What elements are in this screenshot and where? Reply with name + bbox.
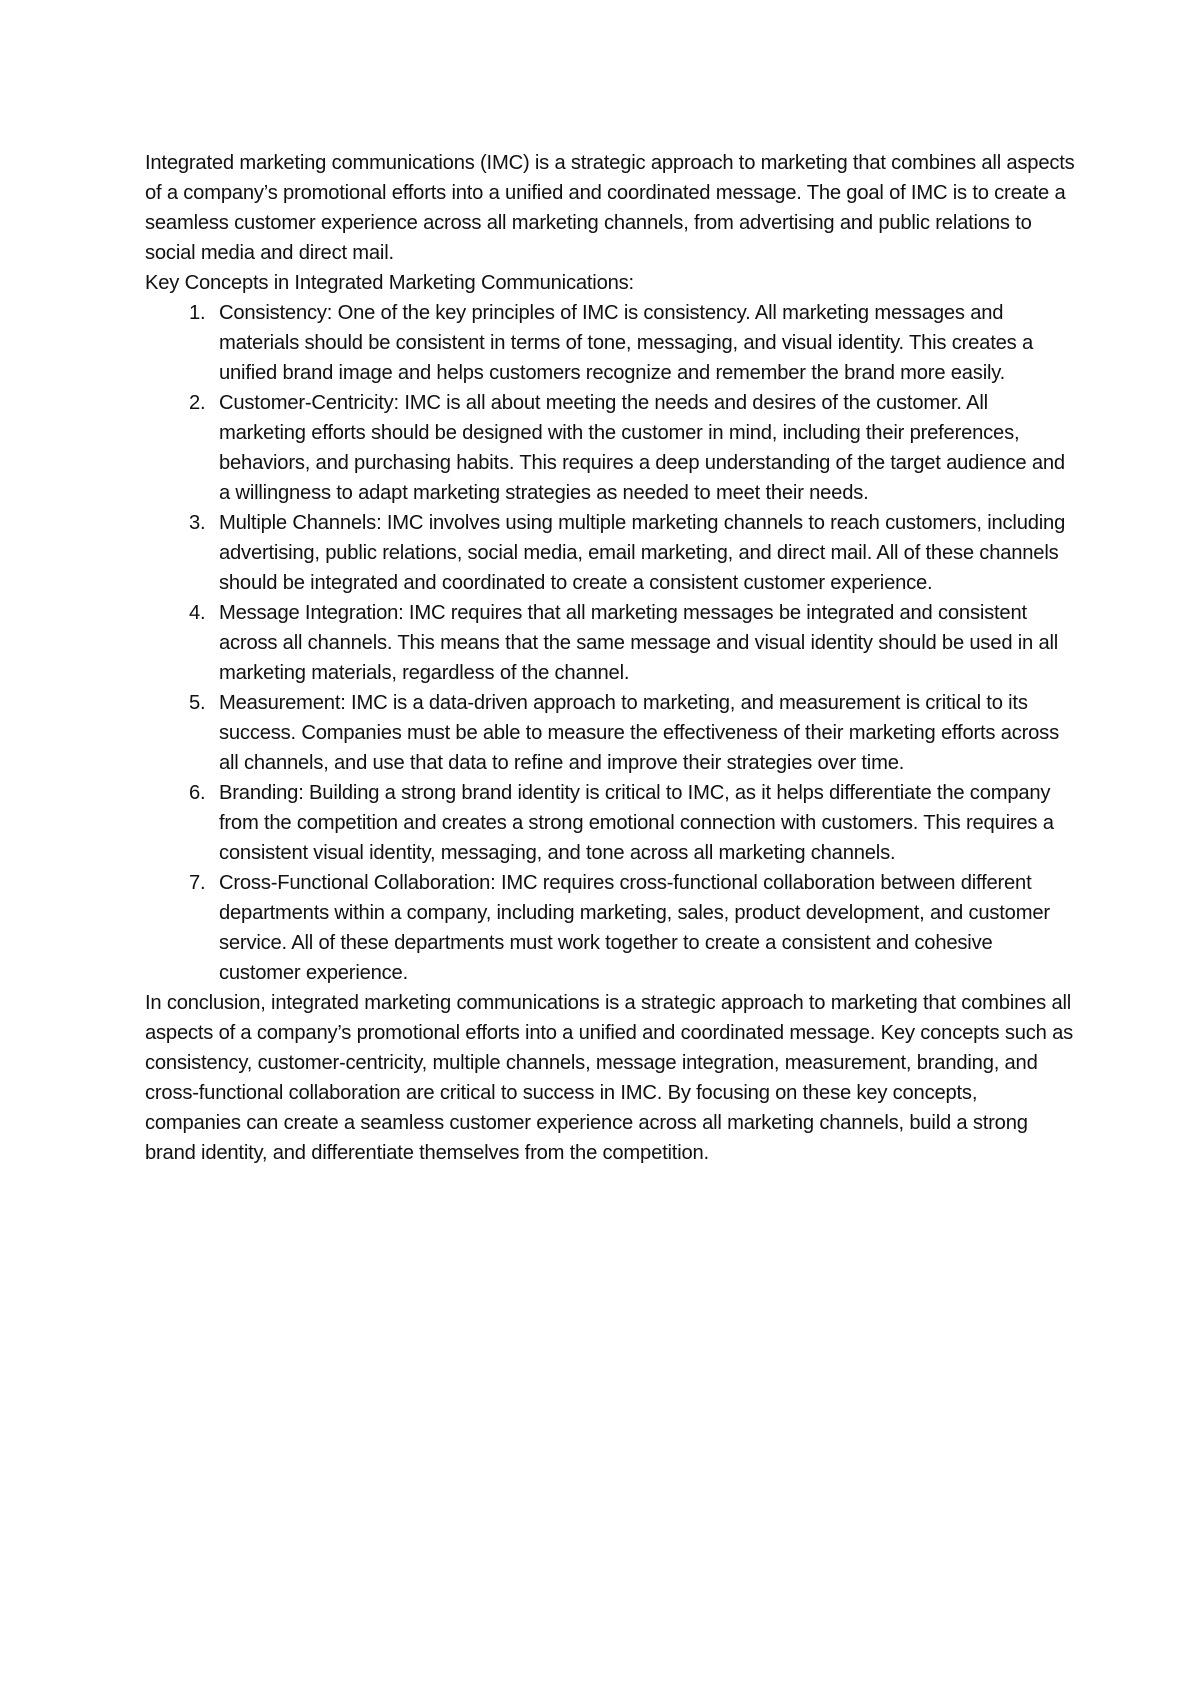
key-concepts-list — [145, 298, 1075, 988]
intro-paragraph: Integrated marketing communications (IMC) is a strategic approach to marketing that combines all aspects of a company’s promotional efforts into a unified and coordinated message. The goal of IMC is to create a seamless customer experience across all marketing channels, from advertising and public relations to social media and direct mail. — [145, 152, 1075, 264]
list-item-number: 2. — [189, 392, 206, 414]
conclusion-paragraph: In conclusion, integrated marketing communications is a strategic approach to marketing that combines all aspects of a company’s promotional efforts into a unified and coordinated message. Key concepts such as consistency, customer-centricity, multiple channels, message integration, measurement, branding, and cross-functional collaboration are critical to success in IMC. By focusing on these key concepts, companies can create a seamless customer experience across all marketing channels, build a strong brand identity, and differentiate themselves from the competition. — [145, 992, 1074, 1164]
list-item — [145, 688, 1075, 778]
list-item-number: 6. — [189, 782, 206, 804]
list-item-number: 7. — [189, 872, 206, 894]
list-item — [145, 778, 1075, 868]
list-item-text: Branding: Building a strong brand identity is critical to IMC, as it helps differentiate the company from the competition and creates a strong emotional connection with customers. This requires a consistent visual identity, messaging, and tone across all marketing channels. — [219, 782, 1054, 864]
list-item-text: Cross-Functional Collaboration: IMC requires cross-functional collaboration between different departments within a company, including marketing, sales, product development, and customer service. All of these departments must work together to create a consistent and cohesive customer experience. — [219, 872, 1050, 984]
list-item — [145, 868, 1075, 988]
list-item-number: 4. — [189, 602, 206, 624]
list-item — [145, 508, 1075, 598]
list-item-text: Measurement: IMC is a data-driven approach to marketing, and measurement is critical to its success. Companies must be able to measure the effectiveness of their marketing efforts across all channels, and use that data to refine and improve their strategies over time. — [219, 692, 1059, 774]
list-item — [145, 298, 1075, 388]
list-item-text: Message Integration: IMC requires that all marketing messages be integrated and consistent across all channels. This means that the same message and visual identity should be used in all marketing materials, regardless of the channel. — [219, 602, 1059, 684]
key-concepts-heading: Key Concepts in Integrated Marketing Communications: — [145, 272, 634, 294]
list-item — [145, 598, 1075, 688]
document-body — [145, 148, 1075, 1168]
list-item-text: Multiple Channels: IMC involves using multiple marketing channels to reach customers, including advertising, public relations, social media, email marketing, and direct mail. All of these channels should be integrated and coordinated to create a consistent customer experience. — [219, 512, 1066, 594]
list-item-number: 5. — [189, 692, 206, 714]
list-item-number: 3. — [189, 512, 206, 534]
list-item-number: 1. — [189, 302, 206, 324]
list-item — [145, 388, 1075, 508]
list-item-text: Customer-Centricity: IMC is all about meeting the needs and desires of the customer. All marketing efforts should be designed with the customer in mind, including their preferences, behaviors, and purchasing habits. This requires a deep understanding of the target audience and a willingness to adapt marketing strategies as needed to meet their needs. — [219, 392, 1065, 504]
list-item-text: Consistency: One of the key principles of IMC is consistency. All marketing messages and materials should be consistent in terms of tone, messaging, and visual identity. This creates a unified brand image and helps customers recognize and remember the brand more easily. — [219, 302, 1033, 384]
